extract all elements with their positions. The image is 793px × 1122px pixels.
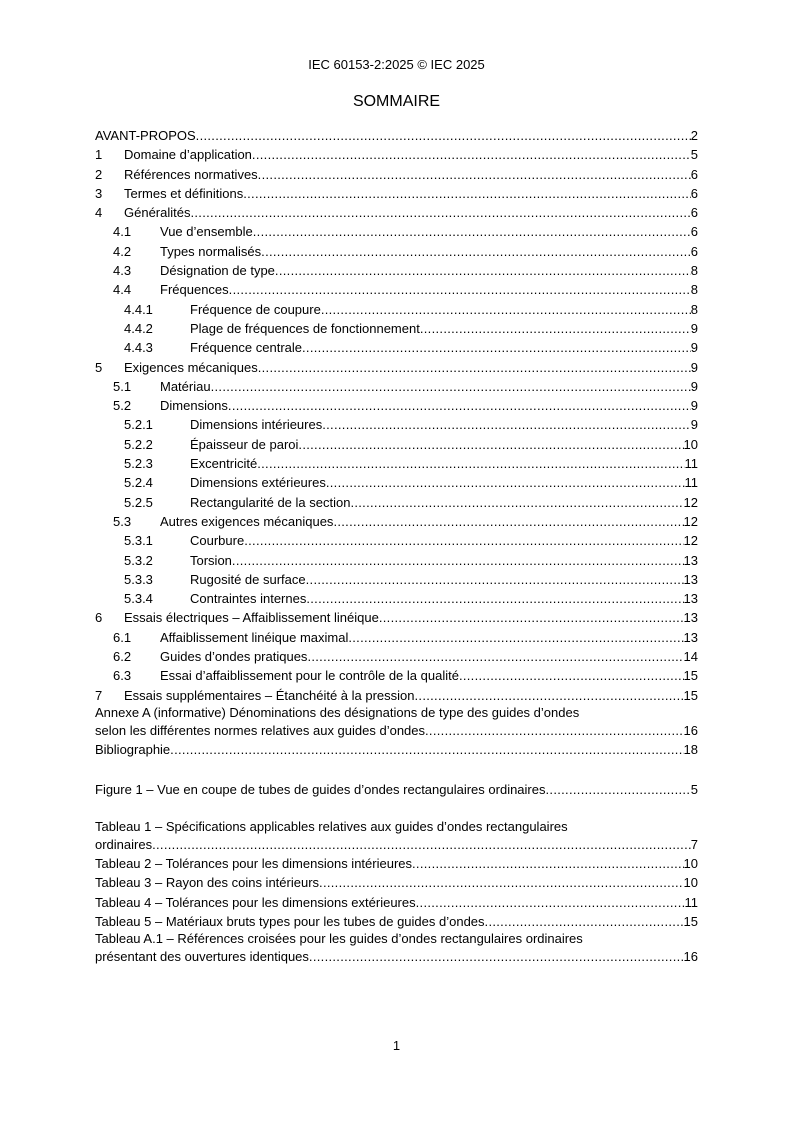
dot-leader (309, 947, 684, 966)
toc-entry[interactable] (95, 415, 698, 434)
toc-entry[interactable] (95, 261, 698, 280)
toc-entry-number: 4.4.1 (124, 301, 153, 317)
dot-leader (425, 721, 684, 740)
dot-leader (459, 666, 684, 685)
toc-entry-number: 4.4.2 (124, 320, 153, 336)
toc-entry-title: selon les différentes normes relatives aux guides d’ondes (95, 722, 426, 738)
toc-entry[interactable] (95, 473, 698, 492)
toc-entry-number: 5.3.2 (124, 552, 153, 568)
toc-entry-page: 16 (683, 722, 698, 738)
toc-entry-page: 11 (684, 475, 698, 491)
toc-entry-title: Matériau (160, 378, 211, 394)
dot-leader (196, 126, 691, 145)
toc-entry-page: 9 (690, 417, 698, 433)
dot-leader (415, 686, 684, 705)
toc-entry[interactable] (95, 931, 698, 947)
dot-leader (229, 280, 691, 299)
toc-entry-title: Dimensions (160, 398, 228, 414)
toc-entry-page: 6 (690, 205, 698, 221)
toc-entry-page: 11 (684, 456, 698, 472)
toc-entry-page: 12 (683, 533, 698, 549)
toc-entry-page: 13 (683, 591, 698, 607)
toc-entry-page: 8 (690, 301, 698, 317)
toc-entry-title: Tableau 4 – Tolérances pour les dimensions extérieures (95, 894, 416, 910)
dot-leader (258, 165, 691, 184)
toc-entry[interactable] (95, 184, 698, 203)
toc-entry-title: ordinaires (95, 836, 153, 852)
toc-entry-page: 15 (683, 687, 698, 703)
toc-entry-number: 5.2.1 (124, 417, 153, 433)
toc-entry-number: 4.4 (113, 282, 132, 298)
toc-entry-number: 5.2.3 (124, 456, 153, 472)
toc-entry-number: 6.2 (113, 649, 132, 665)
toc-entry-page: 6 (690, 243, 698, 259)
toc-entry-title: Types normalisés (160, 243, 262, 259)
toc-entry-title: Généralités (124, 205, 191, 221)
toc-entry[interactable] (95, 435, 698, 454)
toc-entry-page: 8 (690, 282, 698, 298)
toc-entry-title: Désignation de type (160, 263, 275, 279)
toc-entry-title: Essais supplémentaires – Étanchéité à la pression (124, 687, 415, 703)
toc-entry-number: 5 (95, 359, 103, 375)
spacer (95, 799, 698, 819)
toc-entry-number: 7 (95, 687, 103, 703)
toc-entry-title: présentant des ouvertures identiques (95, 949, 309, 965)
page-number: 1 (392, 1038, 401, 1053)
toc-entry[interactable] (95, 512, 698, 531)
toc-entry-number: 4.4.3 (124, 340, 153, 356)
toc-entry[interactable] (95, 893, 698, 912)
toc-entry[interactable] (95, 222, 698, 241)
toc-entry[interactable] (95, 740, 698, 759)
dot-leader (546, 780, 691, 799)
toc-entry-title: Affaiblissement linéique maximal (160, 629, 349, 645)
toc-entry[interactable] (95, 947, 698, 966)
toc-entry-page: 15 (683, 913, 698, 929)
dot-leader (326, 473, 685, 492)
toc-entry-title: Rugosité de surface (190, 571, 306, 587)
toc-entry-number: 5.2.4 (124, 475, 153, 491)
toc-entry[interactable] (95, 319, 698, 338)
dot-leader (350, 493, 683, 512)
toc-entry-number: 6.1 (113, 629, 132, 645)
toc-entry-page: 15 (683, 668, 698, 684)
dot-leader (257, 454, 684, 473)
toc-entry-number: 5.1 (113, 378, 132, 394)
toc-entry[interactable] (95, 570, 698, 589)
toc-entry-page: 6 (690, 224, 698, 240)
toc-entry[interactable] (95, 686, 698, 705)
dot-leader (333, 512, 683, 531)
toc-entry[interactable] (95, 396, 698, 415)
toc-entry-page: 18 (683, 742, 698, 758)
toc-entry-number: 5.3.3 (124, 571, 153, 587)
toc-entry-number: 5.2 (113, 398, 132, 414)
toc-entry-title: Références normatives (124, 166, 258, 182)
toc-entry-title: Tableau A.1 – Références croisées pour les guides d’ondes rectangulaires ordinaires (95, 931, 583, 947)
toc-entry[interactable] (95, 377, 698, 396)
dot-leader (412, 854, 684, 873)
toc-entry[interactable] (95, 454, 698, 473)
toc-entry-page: 5 (690, 781, 698, 797)
toc-entry-number: 4 (95, 205, 103, 221)
toc-entry-number: 4.1 (113, 224, 132, 240)
toc-entry-page: 10 (683, 856, 698, 872)
dot-leader (244, 531, 683, 550)
toc-entry[interactable] (95, 242, 698, 261)
toc-entry-number: 6.3 (113, 668, 132, 684)
spacer (95, 760, 698, 780)
toc-entry-title: Essais électriques – Affaiblissement linéique (124, 610, 379, 626)
page-title: SOMMAIRE (352, 93, 441, 110)
toc-entry-number: 3 (95, 185, 103, 201)
dot-leader (252, 145, 691, 164)
toc-entry-title: Essai d’affaiblissement pour le contrôle de la qualité (160, 668, 459, 684)
toc-entry[interactable] (95, 819, 698, 835)
dot-leader (379, 608, 684, 627)
toc-entry[interactable] (95, 165, 698, 184)
toc-entry-page: 10 (683, 436, 698, 452)
toc-entry[interactable] (95, 300, 698, 319)
toc-entry[interactable] (95, 666, 698, 685)
dot-leader (253, 222, 691, 241)
toc-entry-title: Rectangularité de la section (190, 494, 351, 510)
toc-entry-number: 5.3.1 (124, 533, 153, 549)
toc-entry[interactable] (95, 647, 698, 666)
toc-entry-page: 13 (683, 610, 698, 626)
dot-leader (319, 873, 684, 892)
dot-leader (321, 300, 691, 319)
toc-entry-title: Autres exigences mécaniques (160, 513, 334, 529)
toc-entry[interactable] (95, 912, 698, 931)
toc-entry-title: Torsion (190, 552, 232, 568)
toc-entry-number: 5.3 (113, 513, 132, 529)
toc-entry-title: Fréquence centrale (190, 340, 303, 356)
dot-leader (275, 261, 691, 280)
dot-leader (348, 628, 683, 647)
toc-entry[interactable] (95, 721, 698, 740)
toc-entry[interactable] (95, 145, 698, 164)
toc-entry-title: Exigences mécaniques (124, 359, 258, 375)
toc-entry-page: 13 (683, 571, 698, 587)
toc-entry-title: Tableau 2 – Tolérances pour les dimensions intérieures (95, 856, 413, 872)
toc-entry-page: 9 (690, 340, 698, 356)
toc-entry-title: Dimensions extérieures (190, 475, 326, 491)
toc-entry-number: 5.2.5 (124, 494, 153, 510)
toc-entry[interactable] (95, 493, 698, 512)
toc-entry-title: Figure 1 – Vue en coupe de tubes de guides d’ondes rectangulaires ordinaires (95, 781, 546, 797)
toc-entry[interactable] (95, 589, 698, 608)
dot-leader (152, 835, 691, 854)
toc-entry-page: 9 (690, 359, 698, 375)
toc-entry-title: Bibliographie (95, 742, 171, 758)
dot-leader (306, 589, 683, 608)
dot-leader (211, 377, 691, 396)
dot-leader (420, 319, 691, 338)
toc-entry[interactable] (95, 854, 698, 873)
dot-leader (170, 740, 683, 759)
toc-entry-title: Contraintes internes (190, 591, 307, 607)
toc-entry-title: Excentricité (190, 456, 258, 472)
toc-entry[interactable] (95, 873, 698, 892)
dot-leader (306, 570, 684, 589)
toc-entry-page: 14 (683, 649, 698, 665)
toc-entry-title: Domaine d’application (124, 147, 252, 163)
toc-entry[interactable] (95, 531, 698, 550)
toc-entry-page: 7 (690, 836, 698, 852)
toc-entry-page: 2 (690, 128, 698, 143)
dot-leader (232, 551, 684, 570)
toc-entry-page: 5 (690, 147, 698, 163)
toc-entry-title: Plage de fréquences de fonctionnement (190, 320, 420, 336)
toc-entry[interactable] (95, 126, 698, 145)
toc-entry-title: Épaisseur de paroi (190, 436, 299, 452)
dot-leader (243, 184, 691, 203)
dot-leader (485, 912, 684, 931)
dot-leader (261, 242, 691, 261)
dot-leader (307, 647, 683, 666)
toc-entry-number: 1 (95, 147, 103, 163)
toc-entry-number: 5.2.2 (124, 436, 153, 452)
toc-entry[interactable] (95, 780, 698, 799)
toc-entry[interactable] (95, 835, 698, 854)
toc-entry-page: 9 (690, 398, 698, 414)
toc-entry-title: Fréquences (160, 282, 229, 298)
table-of-contents (95, 126, 698, 967)
toc-entry-title: Dimensions intérieures (190, 417, 323, 433)
toc-entry-number: 6 (95, 610, 103, 626)
toc-entry-page: 12 (683, 494, 698, 510)
toc-entry-page: 10 (683, 875, 698, 891)
dot-leader (416, 893, 685, 912)
toc-entry-page: 6 (690, 166, 698, 182)
toc-entry-title: Termes et définitions (124, 185, 244, 201)
toc-entry-number: 4.2 (113, 243, 132, 259)
toc-entry[interactable] (95, 628, 698, 647)
dot-leader (190, 203, 690, 222)
toc-entry-title: Guides d’ondes pratiques (160, 649, 308, 665)
toc-entry-title: Tableau 5 – Matériaux bruts types pour les tubes de guides d’ondes (95, 913, 485, 929)
dot-leader (302, 338, 691, 357)
toc-entry[interactable] (95, 358, 698, 377)
toc-entry[interactable] (95, 551, 698, 570)
toc-entry[interactable] (95, 338, 698, 357)
dot-leader (228, 396, 691, 415)
toc-entry-title: Annexe A (informative) Dénominations des désignations de type des guides d’ondes (95, 704, 580, 720)
toc-entry-title: Tableau 1 – Spécifications applicables relatives aux guides d’ondes rectangulaires (95, 818, 568, 834)
toc-entry-number: 4.3 (113, 263, 132, 279)
toc-entry-page: 9 (690, 320, 698, 336)
toc-entry[interactable] (95, 203, 698, 222)
toc-entry-title: Vue d’ensemble (160, 224, 253, 240)
toc-entry-page: 11 (684, 894, 698, 910)
toc-entry-page: 6 (690, 185, 698, 201)
toc-entry-page: 9 (690, 378, 698, 394)
dot-leader (298, 435, 683, 454)
toc-entry-number: 2 (95, 166, 103, 182)
toc-entry-page: 16 (683, 949, 698, 965)
document-header: IEC 60153-2:2025 © IEC 2025 (308, 57, 485, 72)
toc-entry-page: 13 (683, 552, 698, 568)
toc-entry-title: AVANT-PROPOS (95, 128, 196, 143)
toc-entry-page: 12 (683, 513, 698, 529)
toc-entry-page: 8 (690, 263, 698, 279)
toc-entry-title: Courbure (190, 533, 245, 549)
toc-entry-title: Fréquence de coupure (190, 301, 321, 317)
toc-entry-title: Tableau 3 – Rayon des coins intérieurs (95, 875, 320, 891)
dot-leader (322, 415, 691, 434)
toc-entry[interactable] (95, 280, 698, 299)
toc-entry-page: 13 (683, 629, 698, 645)
toc-entry[interactable] (95, 705, 698, 721)
toc-entry-number: 5.3.4 (124, 591, 153, 607)
toc-entry[interactable] (95, 608, 698, 627)
dot-leader (258, 358, 691, 377)
